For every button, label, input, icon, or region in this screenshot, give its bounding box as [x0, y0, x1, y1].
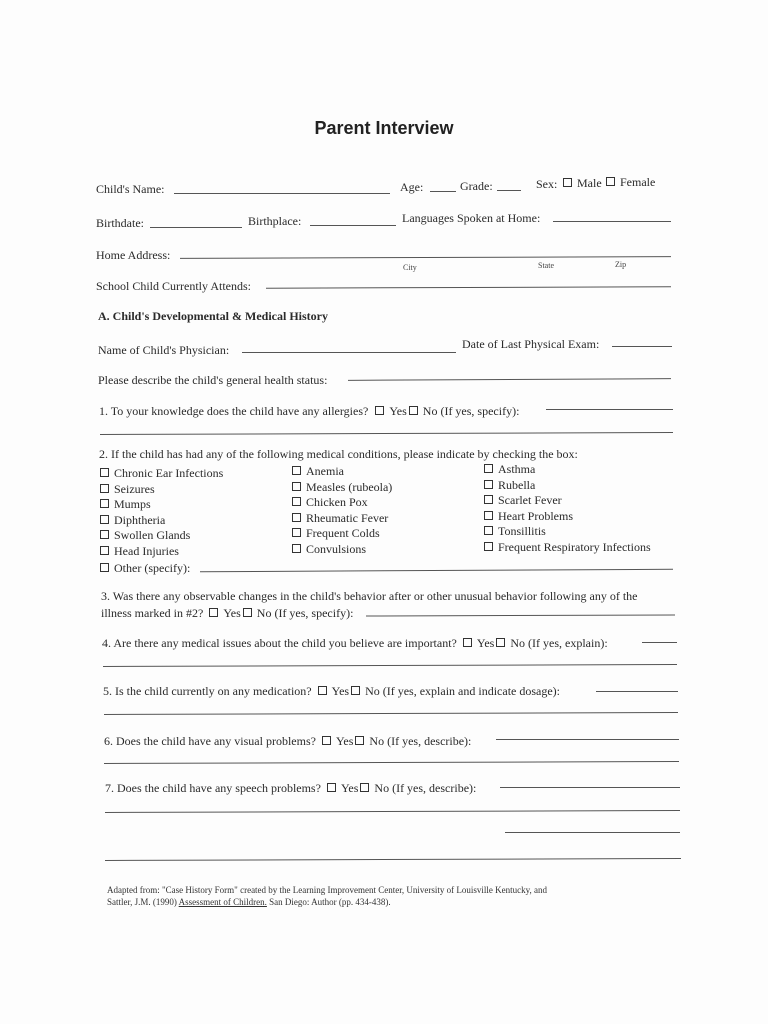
sex-female-option[interactable]: Female	[606, 175, 655, 190]
q4-no-checkbox[interactable]	[496, 638, 505, 647]
q2-conditions-prompt: 2. If the child has had any of the following medical conditions, please indicate by checking the box:	[99, 447, 578, 461]
zip-label: Zip	[615, 260, 627, 269]
other-specify-field[interactable]	[200, 569, 673, 572]
checkbox[interactable]	[292, 528, 301, 537]
page-title: Parent Interview	[314, 118, 454, 138]
q1-extra-line[interactable]	[100, 432, 673, 435]
birthdate-field[interactable]	[150, 227, 242, 228]
q3-specify-field[interactable]	[366, 614, 675, 616]
sex-label: Sex:	[536, 177, 558, 191]
last-exam-label: Date of Last Physical Exam:	[462, 337, 600, 351]
q7-yes-checkbox[interactable]	[327, 783, 336, 792]
condition-measles[interactable]: Measles (rubeola)	[292, 480, 392, 496]
condition-frequent-colds[interactable]: Frequent Colds	[292, 526, 392, 542]
condition-diphtheria[interactable]: Diphtheria	[100, 513, 223, 529]
school-label: School Child Currently Attends:	[96, 279, 251, 293]
q7-extra-line-2[interactable]	[505, 832, 680, 833]
checkbox[interactable]	[484, 495, 493, 504]
condition-swollen-glands[interactable]: Swollen Glands	[100, 528, 223, 544]
q2-column-3	[484, 462, 651, 556]
city-label: City	[403, 263, 417, 272]
sex-male-option[interactable]: Male	[563, 176, 602, 191]
q6-describe-field[interactable]	[496, 739, 679, 740]
checkbox[interactable]	[484, 480, 493, 489]
male-checkbox[interactable]	[563, 178, 572, 187]
citation-line-1: Adapted from: "Case History Form" created by the Learning Improvement Center, University of Louisville Kentucky, and	[107, 885, 548, 895]
checkbox[interactable]	[100, 515, 109, 524]
q1-allergies: 1. To your knowledge does the child have any allergies? Yes No (If yes, specify):	[99, 404, 520, 418]
languages-label: Languages Spoken at Home:	[402, 211, 541, 225]
condition-anemia[interactable]: Anemia	[292, 464, 392, 480]
childs-name-label: Child's Name:	[96, 182, 165, 196]
q5-extra-line[interactable]	[104, 712, 678, 715]
birthplace-label: Birthplace:	[248, 214, 302, 228]
condition-head-injuries[interactable]: Head Injuries	[100, 544, 223, 560]
condition-rheumatic-fever[interactable]: Rheumatic Fever	[292, 511, 392, 527]
condition-heart-problems[interactable]: Heart Problems	[484, 509, 651, 525]
checkbox[interactable]	[484, 526, 493, 535]
birthdate-label: Birthdate:	[96, 216, 144, 230]
q4-medical-issues: 4. Are there any medical issues about the child you believe are important? Yes No (If yes, explain):	[102, 636, 608, 650]
languages-field[interactable]	[553, 221, 671, 222]
condition-other[interactable]: Other (specify):	[100, 561, 190, 576]
checkbox[interactable]	[292, 466, 301, 475]
last-exam-field[interactable]	[612, 346, 672, 347]
q6-no-checkbox[interactable]	[355, 736, 364, 745]
state-label: State	[538, 261, 554, 270]
q5-medication: 5. Is the child currently on any medication? Yes No (If yes, explain and indicate dosage):	[103, 684, 561, 698]
grade-field[interactable]	[497, 190, 521, 191]
q7-describe-field[interactable]	[500, 787, 680, 788]
condition-frequent-respiratory-infections[interactable]: Frequent Respiratory Infections	[484, 540, 651, 556]
age-label: Age:	[400, 180, 424, 194]
other-checkbox[interactable]	[100, 563, 109, 572]
q2-column-1	[100, 466, 223, 560]
q1-specify-field[interactable]	[546, 409, 673, 410]
checkbox[interactable]	[484, 542, 493, 551]
section-a-heading: A. Child's Developmental & Medical History	[98, 309, 328, 323]
checkbox[interactable]	[100, 468, 109, 477]
citation-line-2: Sattler, J.M. (1990) Assessment of Children. San Diego: Author (pp. 434-438).	[107, 897, 391, 907]
home-address-field[interactable]	[180, 256, 671, 259]
checkbox[interactable]	[100, 546, 109, 555]
physician-label: Name of Child's Physician:	[98, 343, 230, 357]
q7-no-checkbox[interactable]	[360, 783, 369, 792]
condition-tonsillitis[interactable]: Tonsillitis	[484, 524, 651, 540]
grade-label: Grade:	[460, 179, 493, 193]
q2-column-2	[292, 464, 392, 558]
q3-line2: illness marked in #2? Yes No (If yes, specify):	[101, 606, 354, 620]
q6-visual-problems: 6. Does the child have any visual problems? Yes No (If yes, describe):	[104, 734, 472, 748]
health-status-field[interactable]	[348, 378, 671, 381]
checkbox[interactable]	[292, 513, 301, 522]
condition-rubella[interactable]: Rubella	[484, 478, 651, 494]
condition-seizures[interactable]: Seizures	[100, 482, 223, 498]
q7-speech-problems: 7. Does the child have any speech problems? Yes No (If yes, describe):	[105, 781, 477, 795]
q3-yes-checkbox[interactable]	[209, 608, 218, 617]
q4-yes-checkbox[interactable]	[463, 638, 472, 647]
q5-no-checkbox[interactable]	[351, 686, 360, 695]
q5-yes-checkbox[interactable]	[318, 686, 327, 695]
age-field[interactable]	[430, 191, 456, 192]
checkbox[interactable]	[292, 497, 301, 506]
q7-extra-line-1[interactable]	[105, 810, 680, 813]
q4-explain-field[interactable]	[642, 642, 677, 643]
checkbox[interactable]	[484, 511, 493, 520]
q6-extra-line[interactable]	[104, 761, 679, 764]
q4-extra-line[interactable]	[103, 664, 677, 667]
q5-explain-field[interactable]	[596, 691, 678, 692]
home-address-label: Home Address:	[96, 248, 171, 262]
condition-asthma[interactable]: Asthma	[484, 462, 651, 478]
checkbox[interactable]	[100, 484, 109, 493]
q3-behavior-changes: 3. Was there any observable changes in the child's behavior after or other unusual behavior following any of the	[101, 589, 638, 603]
condition-mumps[interactable]: Mumps	[100, 497, 223, 513]
female-checkbox[interactable]	[606, 177, 615, 186]
condition-chronic-ear-infections[interactable]: Chronic Ear Infections	[100, 466, 223, 482]
birthplace-field[interactable]	[310, 225, 396, 226]
childs-name-field[interactable]	[174, 193, 390, 194]
q3-no-checkbox[interactable]	[243, 608, 252, 617]
citation-footer	[107, 884, 547, 908]
condition-scarlet-fever[interactable]: Scarlet Fever	[484, 493, 651, 509]
q1-no-checkbox[interactable]	[409, 406, 418, 415]
checkbox[interactable]	[100, 499, 109, 508]
checkbox[interactable]	[292, 544, 301, 553]
health-status-label: Please describe the child's general health status:	[98, 373, 328, 387]
checkbox[interactable]	[484, 464, 493, 473]
condition-convulsions[interactable]: Convulsions	[292, 542, 392, 558]
q1-yes-checkbox[interactable]	[375, 406, 384, 415]
q6-yes-checkbox[interactable]	[322, 736, 331, 745]
checkbox[interactable]	[100, 530, 109, 539]
condition-chicken-pox[interactable]: Chicken Pox	[292, 495, 392, 511]
physician-field[interactable]	[242, 352, 456, 353]
q7-extra-line-3[interactable]	[105, 858, 681, 861]
school-field[interactable]	[266, 286, 671, 288]
checkbox[interactable]	[292, 482, 301, 491]
